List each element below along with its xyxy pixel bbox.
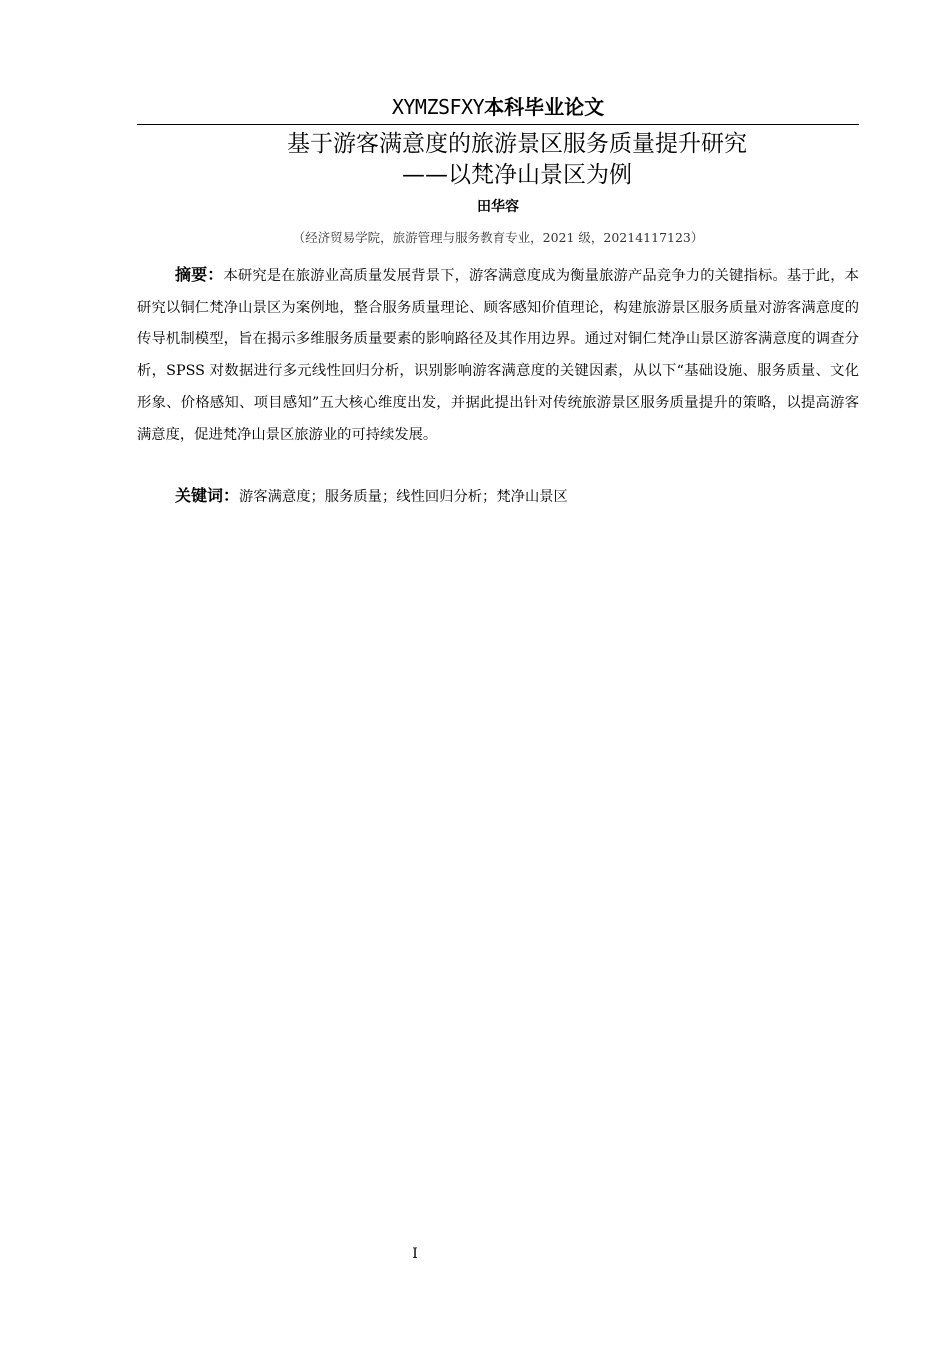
header-code: XYMZSFXY [391, 95, 485, 119]
keywords-paragraph [137, 482, 859, 511]
header-suffix: 本科毕业论文 [484, 95, 605, 119]
abstract-paragraph [137, 259, 859, 451]
header-rule [137, 124, 859, 125]
keywords-text: 游客满意度；服务质量；线性回归分析；梵净山景区 [239, 489, 568, 505]
thesis-title: 基于游客满意度的旅游景区服务质量提升研究 [287, 131, 747, 157]
running-header [137, 92, 859, 123]
thesis-subtitle: ——以梵净山景区为例 [402, 162, 632, 188]
keywords-label: 关键词： [175, 486, 240, 505]
page-number: I [412, 1246, 418, 1262]
abstract-label: 摘要： [175, 265, 224, 284]
abstract-text: 本研究是在旅游业高质量发展背景下，游客满意度成为衡量旅游产品竞争力的关键指标。基于此，本研究以铜仁梵净山景区为案例地，整合服务质量理论、顾客感知价值理论，构建旅游景区服务质量对游客满意度的传导机制模型，旨在揭示多维服务质量要素的影响路径及其作用边界。通过对铜仁梵净山景区游客满意度的调查分析，SPSS 对数据进行多元线性回归分析，识别影响游客满意度的关键因素，从以下“基础设施、服务质量、文化形象、价格感知、项目感知”五大核心维度出发，并据此提出针对传统旅游景区服务质量提升的策略，以提高游客满意度，促进梵净山景区旅游业的可持续发展。 [137, 268, 859, 443]
author-affiliation: （经济贸易学院，旅游管理与服务教育专业，2021 级，20214117123） [292, 230, 704, 245]
author-name: 田华容 [477, 199, 519, 215]
